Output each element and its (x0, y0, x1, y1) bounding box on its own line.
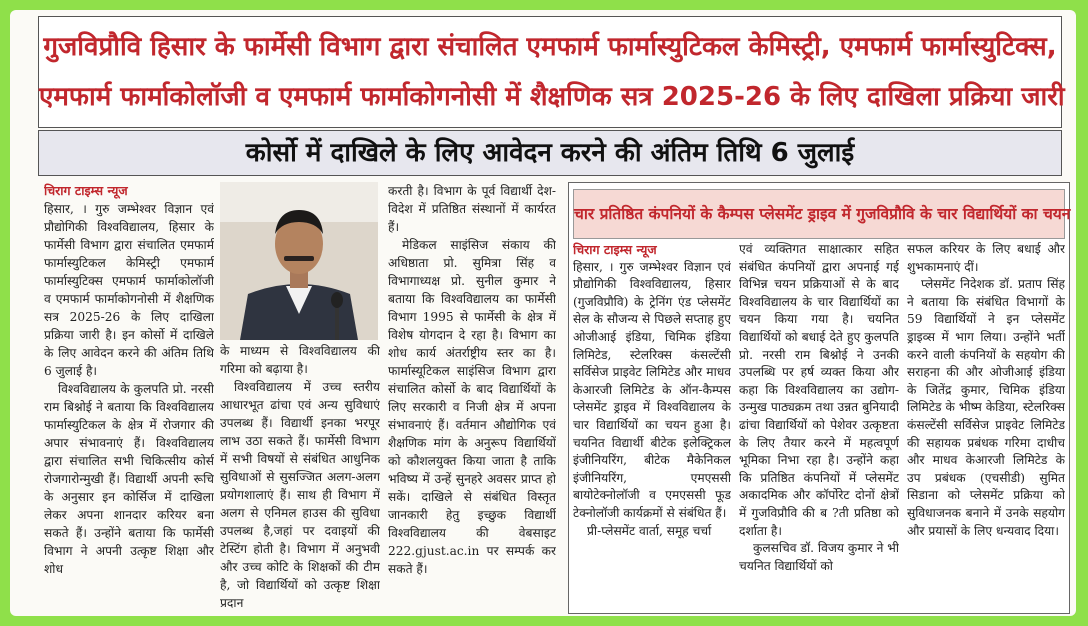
headline-line-1: गुजविप्रौवि हिसार के फार्मेसी विभाग द्वारा संचालित एमफार्म फार्मास्युटिकल केमिस्ट्री, एमफार्म फार्मास्युटिक्स, (43, 32, 1057, 62)
vice-chancellor-photo (220, 182, 378, 340)
article2-paragraph: प्री-प्लेसमेंट वार्ता, समूह चर्चा (587, 523, 712, 538)
subheadline: कोर्सो में दाखिले के लिए आवेदन करने की अंतिम तिथि 6 जुलाई (38, 130, 1062, 176)
placement-article-box (568, 182, 1070, 614)
article1-paragraph: विश्वविद्यालय के कुलपति प्रो. नरसी राम बिश्नोई ने बताया कि विश्वविद्यालय फार्मास्युटिकल के क्षेत्र में रोजगार की अपार संभावनाएं हैं। विश्वविद्यालय द्वारा संचालित सभी चिकित्सीय कोर्स रोजगारोन्मुखी हैं। विद्यार्थी अपनी रूचि के अनुसार इन कोर्सिज में दाखिला लेकर अपना शानदार करियर बना सकते हैं। उन्होंने बताया कि फार्मेसी विभाग ने अपनी उत्कृष्ट शिक्षा और शोध (44, 382, 214, 576)
article2-paragraph: हिसार, । गुरु जम्भेश्वर विज्ञान एवं प्रौद्योगिकी विश्वविद्यालय, हिसार (गुजविप्रौवि) के ट्रेनिंग एंड प्लेसमेंट सेल के सौजन्य से पिछले सप्ताह हुए ओजीआई इंडिया, चिमिक इंडिया लिमिटेड, स्टेलरिक्स कंसल्टेंसी सर्विसेज प्राइवेट लिमिटेड और माधव केआरजी लिमिटेड के ऑन-कैम्पस प्लेसमेंट ड्राइव में विश्वविद्यालय के चार विद्यार्थियों का चयन हुआ है। चयनित विद्यार्थी बीटेक इलेक्ट्रिकल इंजीनियरिंग, बीटेक मैकेनिकल इंजीनियरिंग, एमएससी बायोटेक्नोलॉजी व एमएससी फूड टेक्नोलॉजी कार्यक्रमों से संबंधित हैं। (573, 259, 731, 520)
article1-paragraph: करती है। विभाग के पूर्व विद्यार्थी देश-विदेश में प्रतिष्ठित संस्थानों में कार्यरत हैं। (388, 184, 556, 234)
article1-paragraph: विश्वविद्यालय में उच्च स्तरीय आधारभूत ढांचा एवं अन्य सुविधाएं उपलब्ध हैं। विद्यार्थी इनका भरपूर लाभ उठा सकते हैं। फार्मेसी विभाग में सभी विषयों से संबंधित आधुनिक सुविधाओं से सुसज्जित अलग-अलग प्रयोगशालाएं हैं। साथ ही विभाग में अलग से एनिमल हाउस की सुविधा उपलब्ध है,जहां पर दवाइयों की टेस्टिंग होती है। विभाग में अनुभवी और उच्च कोटि के शिक्षकों की टीम है, जो विद्यार्थियों को उत्कृष्ट शिक्षा प्रदान (220, 380, 380, 610)
headline-box (38, 16, 1065, 128)
article1-column-3 (388, 182, 556, 612)
newspaper-clipping (10, 10, 1076, 616)
article2-byline: चिराग टाइम्स न्यूज (573, 242, 657, 257)
article2-column-1 (573, 241, 731, 609)
article1-column-2 (220, 342, 380, 614)
article2-paragraph: एवं व्यक्तिगत साक्षात्कार सहित संबंधित कंपनियों द्वारा अपनाई गई विभिन्न चयन प्रक्रियाओं से के बाद विश्वविद्यालय के चार विद्यार्थियों का चयन किया गया है। चयनित विद्यार्थियों को बधाई देते हुए कुलपति प्रो. नरसी राम बिश्नोई ने उनकी उपलब्धि पर हर्ष व्यक्त किया और कहा कि विश्वविद्यालय का उद्योग-उन्मुख पाठ्यक्रम तथा उन्नत बुनियादी ढांचा विद्यार्थियों को पेशेवर उत्कृष्टता के लिए तैयार करने में महत्वपूर्ण भूमिका निभा रहा है। उन्होंने कहा कि प्रतिष्ठित कंपनियों में प्लेसमेंट अकादमिक और कॉर्पोरेट दोनों क्षेत्रों में गुजविप्रौवि की ब ?ती प्रतिष्ठा को दर्शाता है। (739, 242, 899, 538)
article2-paragraph: प्लेसमेंट निदेशक डॉ. प्रताप सिंह ने बताया कि संबंधित विभागों के 59 विद्यार्थियों ने इन प्लेसमेंट ड्राइव्स में भाग लिया। उन्होंने भर्ती करने वाली कंपनियों के सहयोग की सराहना की और ओजीआई इंडिया के जितेंद्र कुमार, चिमिक इंडिया लिमिटेड के भीष्म केडिया, स्टेलरिक्स कंसल्टेंसी सर्विसेज प्राइवेट लिमिटेड की सहायक प्रबंधक गरिमा दाधीच और माधव केआरजी लिमिटेड के उप प्रबंधक (एचसीडी) सुमित सिडाना को प्लेसमेंट प्रक्रिया को सुविधाजनक बनाने में उनके सहयोग और प्रयासों के लिए धन्यवाद दिया। (907, 277, 1065, 538)
article1-paragraph: हिसार, । गुरु जम्भेश्वर विज्ञान एवं प्रौद्योगिकी विश्वविद्यालय, हिसार के फार्मेसी विभाग द्वारा संचालित एमफार्म फार्मास्युटिकल केमिस्ट्री एमफार्म फार्मास्युटिक्स एमफार्म फार्माकोलॉजी व एमफार्म फार्माकोगनोसी में शैक्षणिक सत्र 2025-26 के लिए दाखिला प्रक्रिया जारी है। इन कोर्सो में दाखिले के लिए आवेदन करने की अंतिम तिथि 6 जुलाई है। (44, 202, 214, 378)
article1-paragraph: के माध्यम से विश्वविद्यालय की गरिमा को बढ़ाया है। (220, 344, 380, 376)
article2-paragraph: कुलसचिव डॉ. विजय कुमार ने भी चयनित विद्यार्थियों को (739, 541, 899, 573)
article1-column-1 (44, 182, 214, 612)
article2-column-3 (907, 241, 1065, 609)
article2-column-2 (739, 241, 899, 609)
article2-paragraph: सफल करियर के लिए बधाई और शुभकामनाएं दीं। (907, 242, 1065, 274)
article1-byline: चिराग टाइम्स न्यूज (44, 183, 128, 198)
placement-article-title: चार प्रतिष्ठित कंपनियों के कैम्पस प्लेसमेंट ड्राइव में गुजविप्रौवि के चार विद्यार्थियों का चयन (573, 189, 1065, 239)
article1-paragraph: मेडिकल साइंसिज संकाय की अधिष्ठाता प्रो. सुमित्रा सिंह व विभागाध्यक्ष प्रो. सुनील कुमार ने बताया कि विश्वविद्यालय का फार्मेसी विभाग 1995 से फार्मेसी के क्षेत्र में विशेष योगदान दे रहा है। विभाग का शोध कार्य अंतर्राष्ट्रीय स्तर का है। फार्मास्यूटिकल साइंसिज विभाग द्वारा संचालित कोर्सो के बाद विद्यार्थियों के लिए सरकारी व निजी क्षेत्र में अपना संभावनाएं हैं। वर्तमान औद्योगिक एवं शैक्षणिक मांग के अनुरूप विद्यार्थियों को कौशलयुक्त किया जाता है ताकि भविष्य में उन्हें सुनहरे अवसर प्राप्त हो सकें। दाखिले से संबंधित विस्तृत जानकारी हेतु इच्छुक विद्यार्थी विश्वविद्यालय की वेबसाइट 222.gjust.ac.in पर सम्पर्क कर सकते हैं। (388, 238, 556, 576)
headline-line-2: एमफार्म फार्माकोलॉजी व एमफार्म फार्माकोगनोसी में शैक्षणिक सत्र 2025-26 के लिए दाखिला प्रक्रिया जारी (39, 82, 1065, 112)
